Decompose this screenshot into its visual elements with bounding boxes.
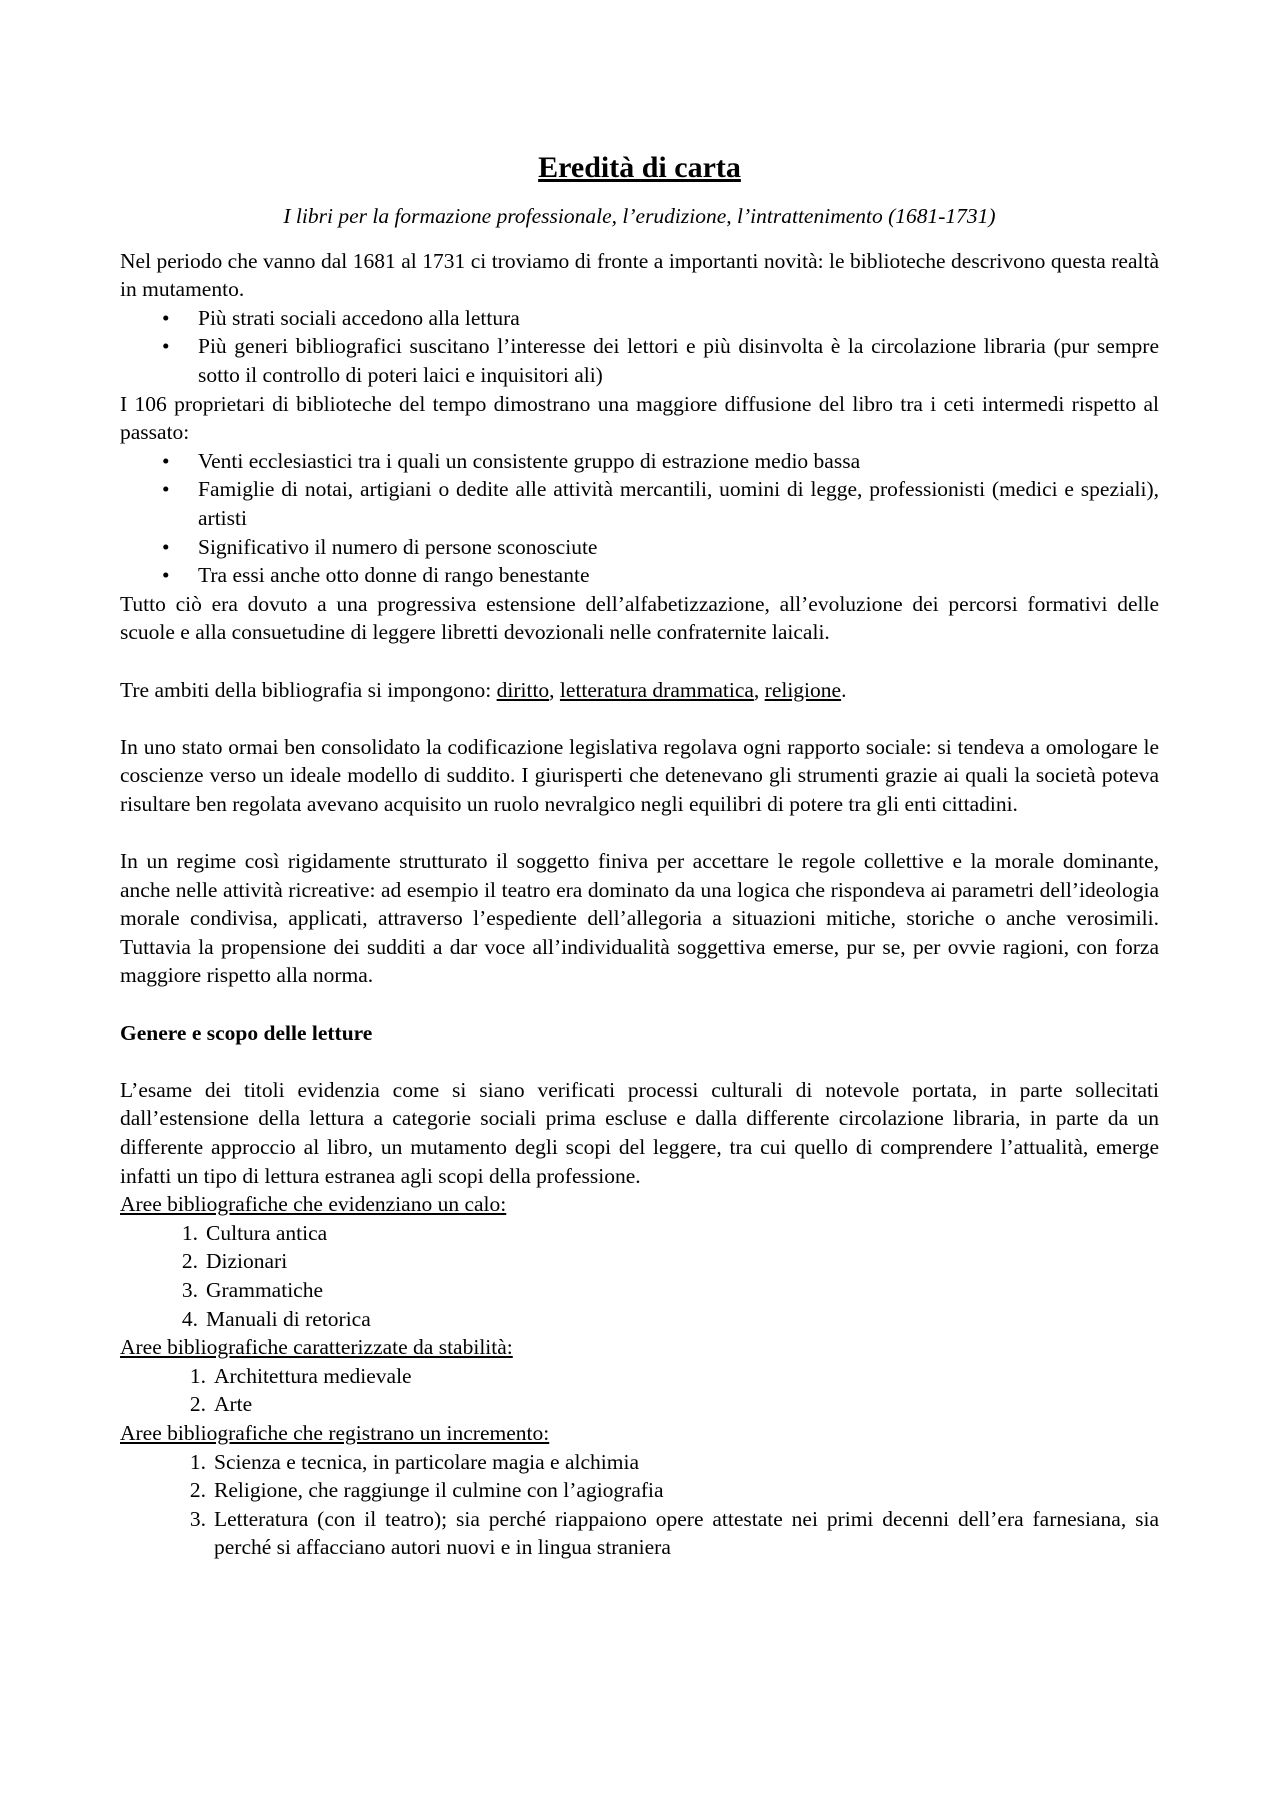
list-item: • Significativo il numero di persone sconosciute: [120, 533, 1159, 562]
intro-bullet-list: [120, 304, 1159, 390]
stabilita-list: [120, 1362, 1159, 1419]
esame-paragraph: L’esame dei titoli evidenzia come si siano verificati processi culturali di notevole portata, in parte sollecitati dall’estensione della lettura a categorie sociali prima escluse e dalla differente circolazione libraria, in parte da un differente approccio al libro, un mutamento degli scopi del leggere, tra cui quello di comprendere l’attualità, emerge infatti un tipo di lettura estranea agli scopi della professione.: [120, 1077, 1159, 1188]
list-number: 2.: [189, 1478, 206, 1503]
list-item: • Famiglie di notai, artigiani o dedite alle attività mercantili, uomini di legge, professionisti (medici e speziali), artisti: [162, 477, 1159, 530]
ambito-religione: religione: [764, 677, 842, 702]
calo-list: [120, 1219, 1159, 1333]
list-number: 2.: [189, 1392, 206, 1417]
ambito-letteratura-drammatica: letteratura drammatica: [559, 677, 754, 702]
document-title: Eredità di carta: [538, 151, 741, 184]
list-item: • Tra essi anche otto donne di rango benestante: [120, 561, 1159, 590]
incremento-label: Aree bibliografiche che registrano un incremento:: [120, 1420, 550, 1445]
intro-paragraph: Nel periodo che vanno dal 1681 al 1731 ci troviamo di fronte a importanti novità: le biblioteche descrivono questa realtà in mutamento.: [120, 248, 1159, 302]
bullet-icon: •: [162, 534, 170, 559]
bullet-icon: •: [162, 448, 170, 473]
list-number: 1.: [189, 1449, 206, 1474]
list-item: 2. Arte: [120, 1390, 1159, 1419]
list-item: 2. Religione, che raggiunge il culmine con l’agiografia: [120, 1476, 1159, 1505]
list-item: • Più strati sociali accedono alla lettura: [120, 304, 1159, 333]
owners-paragraph: I 106 proprietari di biblioteche del tempo dimostrano una maggiore diffusione del libro tra i ceti intermedi rispetto al passato:: [120, 391, 1159, 445]
list-number: 1.: [181, 1220, 198, 1245]
list-number: 2.: [181, 1249, 198, 1274]
list-item: • Più generi bibliografici suscitano l’interesse dei lettori e più disinvolta è la circolazione libraria (pur sempre sotto il controllo di poteri laici e inquisitori ali): [162, 334, 1159, 387]
bullet-icon: •: [162, 477, 170, 502]
document-page: [120, 150, 1159, 1562]
list-item: 2. Dizionari: [120, 1247, 1159, 1276]
ambito-diritto: diritto: [496, 677, 550, 702]
list-item: 4. Manuali di retorica: [120, 1305, 1159, 1334]
list-item: 1. Scienza e tecnica, in particolare magia e alchimia: [120, 1448, 1159, 1477]
list-item: • Venti ecclesiastici tra i quali un consistente gruppo di estrazione medio bassa: [120, 447, 1159, 476]
list-item: 1. Cultura antica: [120, 1219, 1159, 1248]
ambiti-paragraph: Tre ambiti della bibliografia si impongono: diritto, letteratura drammatica, religione.: [120, 677, 847, 702]
owners-bullet-list: [120, 447, 1159, 590]
incremento-list: [120, 1448, 1159, 1562]
section-heading: Genere e scopo delle letture: [120, 1020, 373, 1045]
document-subtitle: I libri per la formazione professionale, l’erudizione, l’intrattenimento (1681-1731): [283, 204, 996, 228]
list-number: 4.: [181, 1306, 198, 1331]
list-number: 1.: [189, 1363, 206, 1388]
list-number: 3.: [181, 1277, 198, 1302]
bullet-icon: •: [162, 305, 170, 330]
bullet-icon: •: [162, 563, 170, 588]
list-item: 3. Letteratura (con il teatro); sia perché riappaiono opere attestate nei primi decenni dell’era farnesiana, sia perché si affacciano autori nuovi e in lingua straniera: [120, 1505, 1159, 1562]
list-number: 3.: [189, 1506, 206, 1531]
list-item: 3. Grammatiche: [120, 1276, 1159, 1305]
stabilita-label: Aree bibliografiche caratterizzate da stabilità:: [120, 1335, 513, 1360]
owners-conclusion-paragraph: Tutto ciò era dovuto a una progressiva estensione dell’alfabetizzazione, all’evoluzione dei percorsi formativi delle scuole e alla consuetudine di leggere libretti devozionali nelle confraternite laicali.: [120, 591, 1159, 645]
bullet-icon: •: [162, 334, 170, 359]
calo-label: Aree bibliografiche che evidenziano un calo:: [120, 1192, 507, 1217]
list-item: 1. Architettura medievale: [120, 1362, 1159, 1391]
regime-paragraph: In un regime così rigidamente strutturato il soggetto finiva per accettare le regole collettive e la morale dominante, anche nelle attività ricreative: ad esempio il teatro era dominato da una logica che rispondeva ai parametri dell’ideologia morale condivisa, applicati, attraverso l’espediente dell’allegoria a situazioni mitiche, storiche o anche verosimili. Tuttavia la propensione dei sudditi a dar voce all’individualità soggettiva emerse, pur se, per ovvie ragioni, con forza maggiore rispetto alla norma.: [120, 849, 1159, 988]
law-paragraph: In uno stato ormai ben consolidato la codificazione legislativa regolava ogni rapporto sociale: si tendeva a omologare le coscienze verso un ideale modello di suddito. I giurisperti che detenevano gli strumenti grazie ai quali la società poteva risultare ben regolata avevano acquisito un ruolo nevralgico negli equilibri di potere tra gli enti cittadini.: [120, 734, 1159, 816]
